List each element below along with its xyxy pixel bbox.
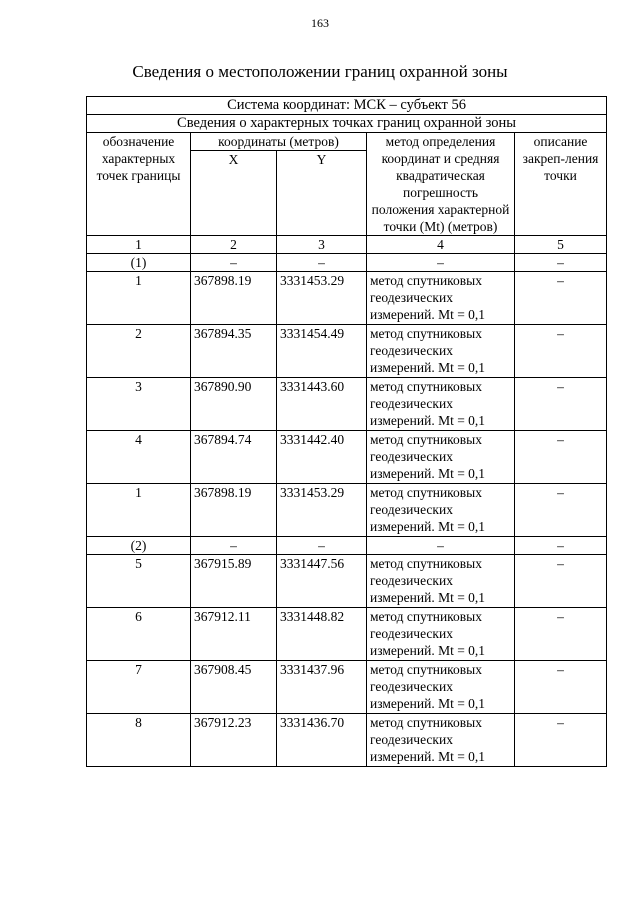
- separator-cell: –: [191, 254, 277, 272]
- header-y: Y: [277, 151, 367, 236]
- separator-cell: –: [277, 254, 367, 272]
- column-number: 1: [87, 236, 191, 254]
- x-coordinate-cell: 367894.35: [191, 325, 277, 378]
- separator-cell: –: [277, 537, 367, 555]
- point-name-cell: 2: [87, 325, 191, 378]
- header-point-designation: обозначение характерных точек границы: [87, 133, 191, 236]
- separator-cell: –: [191, 537, 277, 555]
- method-cell: метод спутниковых геодезических измерений. Mt = 0,1: [367, 325, 515, 378]
- contour-separator-row: [87, 254, 607, 272]
- point-name-cell: 7: [87, 661, 191, 714]
- separator-cell: –: [515, 537, 607, 555]
- coordinate-system-row: [87, 97, 607, 115]
- table-row: [87, 608, 607, 661]
- y-coordinate-cell: 3331448.82: [277, 608, 367, 661]
- column-number: 4: [367, 236, 515, 254]
- y-coordinate-cell: 3331437.96: [277, 661, 367, 714]
- header-row: [87, 133, 607, 151]
- point-name-cell: 6: [87, 608, 191, 661]
- point-name-cell: 5: [87, 555, 191, 608]
- method-cell: метод спутниковых геодезических измерений. Mt = 0,1: [367, 714, 515, 767]
- column-number: 2: [191, 236, 277, 254]
- y-coordinate-cell: 3331453.29: [277, 272, 367, 325]
- description-cell: –: [515, 378, 607, 431]
- separator-cell: (1): [87, 254, 191, 272]
- header-method: метод определения координат и средняя квадратическая погрешность положения характерной точки (Mt) (метров): [367, 133, 515, 236]
- x-coordinate-cell: 367908.45: [191, 661, 277, 714]
- table-row: [87, 714, 607, 767]
- separator-cell: (2): [87, 537, 191, 555]
- column-number: 3: [277, 236, 367, 254]
- description-cell: –: [515, 325, 607, 378]
- description-cell: –: [515, 484, 607, 537]
- point-name-cell: 4: [87, 431, 191, 484]
- method-cell: метод спутниковых геодезических измерений. Mt = 0,1: [367, 661, 515, 714]
- x-coordinate-cell: 367890.90: [191, 378, 277, 431]
- header-coordinates: координаты (метров): [191, 133, 367, 151]
- x-coordinate-cell: 367898.19: [191, 484, 277, 537]
- y-coordinate-cell: 3331447.56: [277, 555, 367, 608]
- y-coordinate-cell: 3331454.49: [277, 325, 367, 378]
- y-coordinate-cell: 3331443.60: [277, 378, 367, 431]
- method-cell: метод спутниковых геодезических измерений. Mt = 0,1: [367, 378, 515, 431]
- x-coordinate-cell: 367898.19: [191, 272, 277, 325]
- x-coordinate-cell: 367894.74: [191, 431, 277, 484]
- point-name-cell: 1: [87, 272, 191, 325]
- x-coordinate-cell: 367912.23: [191, 714, 277, 767]
- header-description: описание закреп-ления точки: [515, 133, 607, 236]
- table-row: [87, 325, 607, 378]
- description-cell: –: [515, 714, 607, 767]
- table-caption-cell: Сведения о характерных точках границ охранной зоны: [87, 115, 607, 133]
- y-coordinate-cell: 3331442.40: [277, 431, 367, 484]
- header-x: X: [191, 151, 277, 236]
- table-row: [87, 431, 607, 484]
- description-cell: –: [515, 431, 607, 484]
- table-row: [87, 378, 607, 431]
- column-number-row: [87, 236, 607, 254]
- column-number: 5: [515, 236, 607, 254]
- contour-separator-row: [87, 537, 607, 555]
- table-row: [87, 272, 607, 325]
- description-cell: –: [515, 661, 607, 714]
- table-caption-row: [87, 115, 607, 133]
- y-coordinate-cell: 3331453.29: [277, 484, 367, 537]
- description-cell: –: [515, 555, 607, 608]
- method-cell: метод спутниковых геодезических измерений. Mt = 0,1: [367, 272, 515, 325]
- method-cell: метод спутниковых геодезических измерений. Mt = 0,1: [367, 484, 515, 537]
- method-cell: метод спутниковых геодезических измерений. Mt = 0,1: [367, 608, 515, 661]
- y-coordinate-cell: 3331436.70: [277, 714, 367, 767]
- coordinates-table: [86, 96, 607, 767]
- separator-cell: –: [367, 537, 515, 555]
- separator-cell: –: [515, 254, 607, 272]
- point-name-cell: 3: [87, 378, 191, 431]
- description-cell: –: [515, 272, 607, 325]
- coordinate-system-cell: Система координат: МСК – субъект 56: [87, 97, 607, 115]
- method-cell: метод спутниковых геодезических измерений. Mt = 0,1: [367, 555, 515, 608]
- point-name-cell: 8: [87, 714, 191, 767]
- table-row: [87, 661, 607, 714]
- separator-cell: –: [367, 254, 515, 272]
- x-coordinate-cell: 367912.11: [191, 608, 277, 661]
- document-title: Сведения о местоположении границ охранной зоны: [132, 62, 508, 81]
- point-name-cell: 1: [87, 484, 191, 537]
- coordinates-table-body: [87, 97, 607, 767]
- description-cell: –: [515, 608, 607, 661]
- table-row: [87, 484, 607, 537]
- page-number: 163: [311, 16, 329, 30]
- x-coordinate-cell: 367915.89: [191, 555, 277, 608]
- method-cell: метод спутниковых геодезических измерений. Mt = 0,1: [367, 431, 515, 484]
- table-row: [87, 555, 607, 608]
